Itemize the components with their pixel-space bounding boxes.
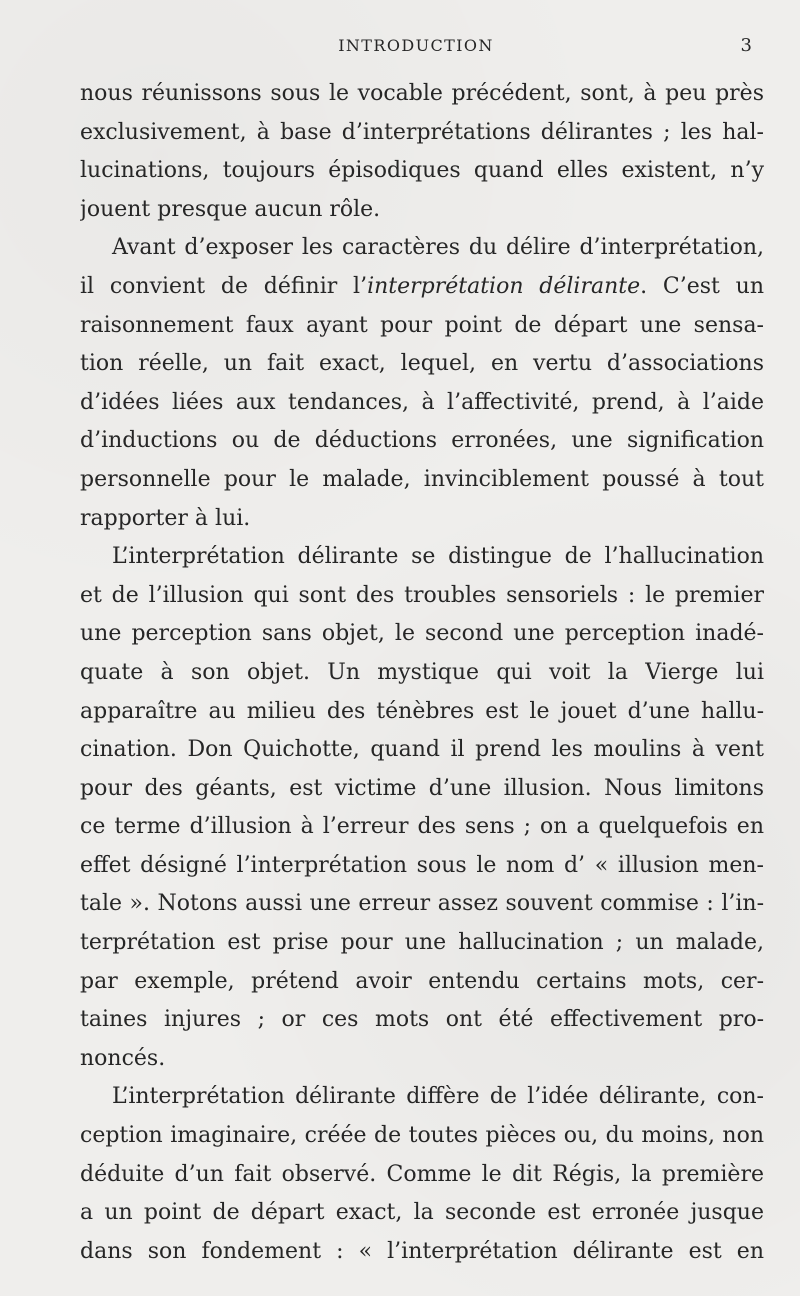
text-line: effet désigné l’interprétation sous le nom d’ « illusion men-: [80, 852, 764, 878]
text-line: d’idées liées aux tendances, à l’affectivité, prend, à l’aide: [80, 389, 764, 415]
text-line: quate à son objet. Un mystique qui voit la Vierge lui: [80, 659, 764, 685]
paragraph-start-line: Avant d’exposer les caractères du délire d’interprétation,: [112, 235, 764, 261]
text-line: et de l’illusion qui sont des troubles sensoriels : le premier: [80, 582, 764, 608]
page-number: 3: [740, 35, 752, 56]
text-line: terprétation est prise pour une hallucination ; un malade,: [80, 930, 764, 956]
text-line: une perception sans objet, le second une perception inadé-: [80, 621, 764, 647]
text-line: cination. Don Quichotte, quand il prend les moulins à vent: [80, 737, 764, 763]
text-line: ception imaginaire, créée de toutes pièces ou, du moins, non: [80, 1123, 764, 1149]
text-line: exclusivement, à base d’interprétations délirantes ; les hal-: [80, 119, 764, 145]
text-line: dans son fondement : « l’interprétation délirante est en: [80, 1238, 764, 1264]
text-line: a un point de départ exact, la seconde est erronée jusque: [80, 1200, 764, 1226]
text-line: d’inductions ou de déductions erronées, une signification: [80, 428, 764, 454]
page-header: [80, 34, 752, 58]
italic-term: interprétation délirante: [367, 273, 641, 299]
text-segment: il convient de définir l’: [80, 273, 368, 299]
text-line: noncés.: [80, 1045, 166, 1071]
text-line: tion réelle, un fait exact, lequel, en vertu d’associations: [80, 351, 764, 377]
text-line: par exemple, prétend avoir entendu certains mots, cer-: [80, 968, 764, 994]
text-segment: . C’est un: [640, 273, 764, 299]
text-line: personnelle pour le malade, invinciblement poussé à tout: [80, 466, 764, 492]
text-line: tale ». Notons aussi une erreur assez souvent commise : l’in-: [80, 891, 764, 917]
text-line: jouent presque aucun rôle.: [80, 196, 381, 222]
running-title: INTRODUCTION: [338, 36, 494, 55]
text-line: [80, 268, 764, 307]
text-line: lucinations, toujours épisodiques quand elles existent, n’y: [80, 158, 764, 184]
text-line: pour des géants, est victime d’une illusion. Nous limitons: [80, 775, 764, 801]
text-line: raisonnement faux ayant pour point de départ une sensa-: [80, 312, 764, 338]
text-line: déduite d’un fait observé. Comme le dit Régis, la première: [80, 1161, 764, 1187]
paragraph-start-line: L’interprétation délirante diffère de l’idée délirante, con-: [112, 1084, 764, 1110]
text-line: taines injures ; or ces mots ont été effectivement pro-: [80, 1007, 764, 1033]
text-line: nous réunissons sous le vocable précédent, sont, à peu près: [80, 81, 764, 106]
text-line: ce terme d’illusion à l’erreur des sens ; on a quelquefois en: [80, 814, 764, 840]
body-text: [80, 75, 764, 1271]
paragraph-start-line: L’interprétation délirante se distingue de l’hallucination: [112, 544, 764, 570]
text-line: apparaître au milieu des ténèbres est le jouet d’une hallu-: [80, 698, 764, 724]
text-line: rapporter à lui.: [80, 505, 251, 531]
